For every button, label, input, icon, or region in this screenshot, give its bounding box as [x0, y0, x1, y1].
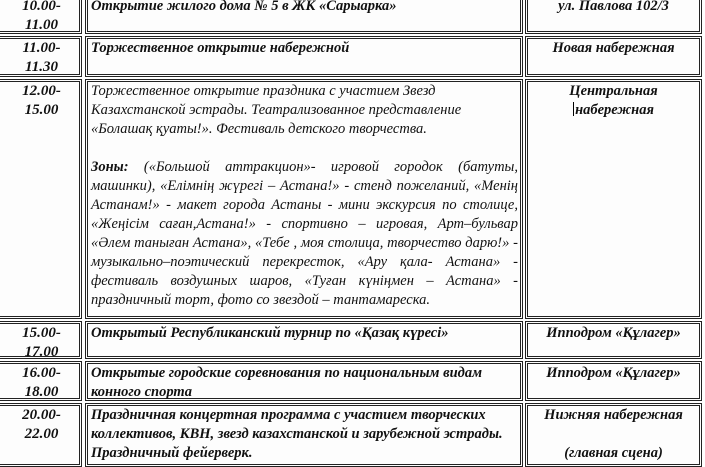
location-line-2: набережная	[575, 102, 654, 118]
event-text: Торжественное открытие набережной	[91, 40, 350, 56]
table-row	[0, 361, 702, 401]
text-cursor-icon	[573, 102, 574, 116]
location-cell	[525, 321, 702, 359]
time-cell	[0, 361, 82, 401]
location-cell	[525, 0, 702, 34]
time-cell	[0, 36, 82, 77]
time-start: 10.00-	[22, 0, 61, 14]
location-line-1: Центральная	[569, 83, 658, 99]
time-end: 15.00	[24, 102, 59, 118]
time-end: 18.00	[24, 384, 59, 400]
time-end: 11.00	[25, 17, 58, 33]
table-row	[0, 79, 702, 319]
event-cell	[85, 361, 523, 401]
location-text: ул. Павлова 102/3	[558, 0, 669, 14]
time-cell	[0, 0, 82, 34]
time-start: 11.00-	[22, 40, 61, 56]
time-end: 11.30	[25, 59, 58, 75]
time-start: 15.00-	[22, 325, 61, 341]
zones-label: Зоны:	[91, 159, 129, 175]
location-text: Ипподром «Құлагер»	[546, 365, 681, 381]
table-row	[0, 403, 702, 467]
event-text: Открытие жилого дома № 5 в ЖК «Сарыарка»	[91, 0, 397, 14]
time-end: 17.00	[24, 344, 59, 360]
time-cell	[0, 403, 82, 467]
time-start: 20.00-	[22, 407, 61, 423]
event-cell	[85, 0, 523, 34]
event-cell	[85, 403, 523, 467]
event-text: Открытые городские соревнования по национальным видам конного спорта	[91, 365, 483, 400]
table-row	[0, 0, 702, 34]
event-cell	[85, 321, 523, 359]
location-cell	[525, 403, 702, 467]
time-cell	[0, 321, 82, 359]
paragraph-gap	[88, 139, 520, 158]
event-text: Открытый Республиканский турнир по «Қазақ күресі»	[91, 325, 449, 341]
location-text: Новая набережная	[552, 40, 675, 56]
event-text: Праздничная концертная программа с участием творческих коллективов, КВН, звезд казахстанской и зарубежной эстрады. Праздничный фейерверк.	[91, 407, 503, 461]
location-cell	[525, 361, 702, 401]
location-line-2-wrap	[528, 101, 699, 120]
location-text: Ипподром «Құлагер»	[546, 325, 681, 341]
line-gap	[528, 425, 699, 444]
location-cell	[525, 79, 702, 319]
zones-text: («Большой аттракцион»- игровой городок (батуты, машинки), «Елімнің жүрегі – Астана!» - стенд пожеланий, «Менің Астанам!» - макет города Астаны - мини экскурсия по столице, «Жеңісім саған,Астана!» - спортивно – игровая, Арт–бульвар «Әлем таныған Астана», «Тебе , моя столица, творчество дарю!» - музыкально–поэтический перекресток, «Ару қала- Астана» - фестиваль воздушных шаров, «Туған күніңмен – Астана» - праздничный торт, фото со звездой – тантамареска.	[91, 159, 518, 308]
time-end: 22.00	[24, 426, 59, 442]
table-row	[0, 321, 702, 359]
table-row	[0, 36, 702, 77]
event-cell	[85, 79, 523, 319]
time-cell	[0, 79, 82, 319]
time-start: 16.00-	[22, 365, 61, 381]
location-line-2: (главная сцена)	[564, 445, 663, 461]
time-start: 12.00-	[22, 83, 61, 99]
event-cell	[85, 36, 523, 77]
location-cell	[525, 36, 702, 77]
zones-paragraph	[88, 158, 520, 310]
location-line-1: Нижняя набережная	[544, 407, 683, 423]
event-intro-text: Торжественное открытие праздника с участием Звезд Казахстанской эстрады. Театрализованное представление «Болашақ қуаты!». Фестиваль детского творчества.	[91, 83, 462, 137]
